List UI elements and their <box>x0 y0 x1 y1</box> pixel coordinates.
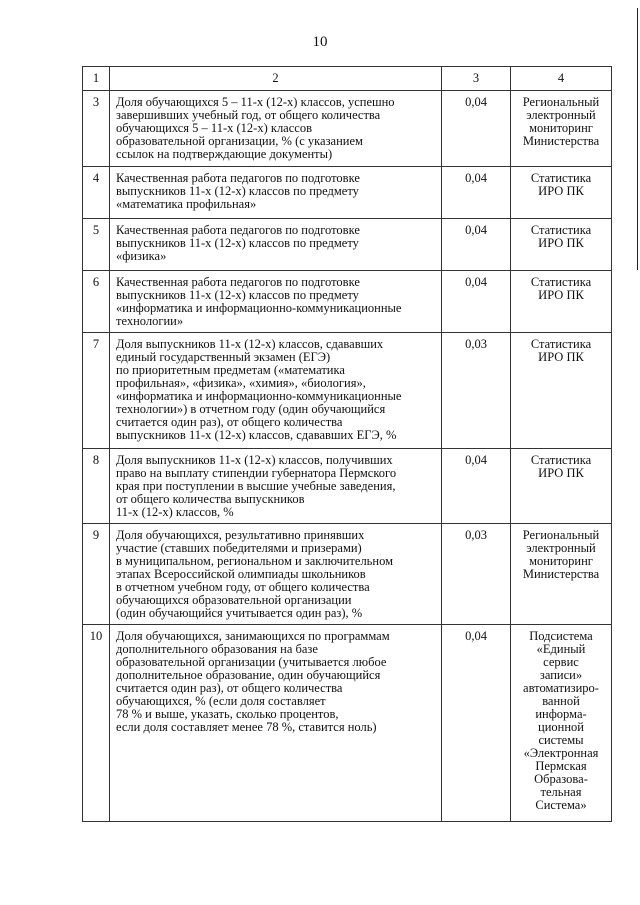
criterion-description-line: ссылок на подтверждающие документы) <box>116 147 333 161</box>
data-source-line: автоматизиро- <box>523 681 599 695</box>
criterion-description-line: обучающихся образовательной организации <box>116 593 352 607</box>
criterion-description-line: технологии») в отчетном году (один обучающийся <box>116 402 386 416</box>
data-source-line: сервис <box>543 655 579 669</box>
criterion-description-line: в муниципальном, региональном и заключительном <box>116 554 393 568</box>
data-source-line: ИРО ПК <box>538 350 584 364</box>
data-source-line: Региональный <box>522 95 600 109</box>
page-number: 10 <box>312 34 328 50</box>
data-source-line: Статистика <box>530 453 592 467</box>
table-row <box>83 333 612 449</box>
criterion-description-cell <box>110 333 442 449</box>
criterion-description-cell <box>110 524 442 625</box>
criterion-description-line: если доля составляет менее 78 %, ставится ноль) <box>116 720 377 734</box>
criterion-description-line: «информатика и информационно-коммуникационные <box>116 389 402 403</box>
criterion-description-line: Доля выпускников 11-х (12-х) классов, сдававших <box>116 337 384 351</box>
criterion-description-line: образовательной организации, % (с указанием <box>116 134 363 148</box>
data-source-line: Статистика <box>530 223 592 237</box>
criterion-description-line: Доля выпускников 11-х (12-х) классов, получивших <box>116 453 393 467</box>
data-source-line: Подсистема <box>529 629 593 643</box>
weight-cell: 0,04 <box>442 167 511 219</box>
row-number-cell: 4 <box>83 167 110 219</box>
table-header-row <box>83 67 612 91</box>
row-number-cell: 8 <box>83 449 110 524</box>
criteria-table <box>82 66 612 822</box>
criterion-description-line: этапах Всероссийской олимпиады школьников <box>116 567 366 581</box>
row-number-cell: 10 <box>83 625 110 822</box>
data-source-line: «Единый <box>536 642 586 656</box>
criterion-description-line: «физика» <box>116 249 167 263</box>
weight-cell: 0,04 <box>442 625 511 822</box>
data-source-cell <box>511 524 612 625</box>
data-source-line: электронный <box>526 108 596 122</box>
criterion-description-line: дополнительное образование, один обучающийся <box>116 668 381 682</box>
data-source-line: мониторинг <box>529 554 593 568</box>
header-cell-4: 4 <box>511 67 612 91</box>
data-source-cell <box>511 271 612 333</box>
data-source-line: «Электронная <box>523 746 599 760</box>
criterion-description-line: профильная», «физика», «химия», «биология», <box>116 376 366 390</box>
criterion-description-line: право на выплату стипендии губернатора Пермского <box>116 466 397 480</box>
data-source-line: ИРО ПК <box>538 236 584 250</box>
header-cell-1: 1 <box>83 67 110 91</box>
criterion-description-line: дополнительного образования на базе <box>116 642 318 656</box>
data-source-line: Министерства <box>522 567 600 581</box>
data-source-line: электронный <box>526 541 596 555</box>
criterion-description-line: считается один раз), от общего количества <box>116 415 343 429</box>
data-source-cell <box>511 219 612 271</box>
criterion-description-line: Доля обучающихся, занимающихся по программам <box>116 629 390 643</box>
criterion-description-line: «информатика и информационно-коммуникационные <box>116 301 402 315</box>
data-source-line: Статистика <box>530 171 592 185</box>
header-cell-3: 3 <box>442 67 511 91</box>
data-source-cell <box>511 91 612 167</box>
data-source-cell <box>511 167 612 219</box>
data-source-line: ИРО ПК <box>538 184 584 198</box>
table-row <box>83 91 612 167</box>
criterion-description-line: Доля обучающихся, результативно принявших <box>116 528 365 542</box>
data-source-line: ИРО ПК <box>538 288 584 302</box>
weight-cell: 0,04 <box>442 219 511 271</box>
data-source-line: ванной <box>542 694 580 708</box>
data-source-line: Министерства <box>522 134 600 148</box>
table-row <box>83 271 612 333</box>
data-source-line: Статистика <box>530 275 592 289</box>
criterion-description-cell <box>110 91 442 167</box>
row-number-cell: 7 <box>83 333 110 449</box>
criterion-description-line: технологии» <box>116 314 184 328</box>
criterion-description-cell <box>110 219 442 271</box>
criterion-description-cell <box>110 271 442 333</box>
data-source-cell <box>511 333 612 449</box>
weight-cell: 0,03 <box>442 333 511 449</box>
data-source-line: системы <box>538 733 584 747</box>
criterion-description-line: от общего количества выпускников <box>116 492 305 506</box>
weight-cell: 0,03 <box>442 524 511 625</box>
criterion-description-line: в отчетном учебном году, от общего количества <box>116 580 370 594</box>
data-source-line: ИРО ПК <box>538 466 584 480</box>
data-source-line: ционной <box>538 720 584 734</box>
criterion-description-line: единый государственный экзамен (ЕГЭ) <box>116 350 331 364</box>
weight-cell: 0,04 <box>442 91 511 167</box>
criterion-description-line: выпускников 11-х (12-х) классов по предмету <box>116 236 359 250</box>
row-number-cell: 3 <box>83 91 110 167</box>
criterion-description-cell <box>110 167 442 219</box>
data-source-line: Пермская <box>535 759 587 773</box>
data-source-line: Система» <box>535 798 587 812</box>
criterion-description-line: 78 % и выше, указать, сколько процентов, <box>116 707 339 721</box>
table-row <box>83 625 612 822</box>
data-source-line: Региональный <box>522 528 600 542</box>
data-source-line: Статистика <box>530 337 592 351</box>
criterion-description-line: участие (ставших победителями и призерами) <box>116 541 362 555</box>
criterion-description-line: Качественная работа педагогов по подготовке <box>116 223 360 237</box>
table-row <box>83 219 612 271</box>
criterion-description-line: завершивших учебный год, от общего количества <box>116 108 381 122</box>
row-number-cell: 9 <box>83 524 110 625</box>
table-row <box>83 167 612 219</box>
data-source-line: записи» <box>539 668 583 682</box>
criterion-description-line: обучающихся, % (если доля составляет <box>116 694 326 708</box>
page-edge-line <box>637 8 638 270</box>
criterion-description-line: края при поступлении в высшие учебные заведения, <box>116 479 396 493</box>
criterion-description-line: «математика профильная» <box>116 197 257 211</box>
criterion-description-cell <box>110 625 442 822</box>
criterion-description-line: (один обучающийся учитывается один раз), % <box>116 606 363 620</box>
data-source-line: тельная <box>540 785 582 799</box>
data-source-cell <box>511 449 612 524</box>
criterion-description-cell <box>110 449 442 524</box>
table-row <box>83 524 612 625</box>
data-source-line: Образова- <box>534 772 588 786</box>
header-cell-2: 2 <box>110 67 442 91</box>
criterion-description-line: выпускников 11-х (12-х) классов по предмету <box>116 184 359 198</box>
criterion-description-line: Качественная работа педагогов по подготовке <box>116 171 360 185</box>
criterion-description-line: образовательной организации (учитывается любое <box>116 655 387 669</box>
weight-cell: 0,04 <box>442 271 511 333</box>
criterion-description-line: 11-х (12-х) классов, % <box>116 505 234 519</box>
criterion-description-line: по приоритетным предметам («математика <box>116 363 345 377</box>
row-number-cell: 6 <box>83 271 110 333</box>
data-source-line: мониторинг <box>529 121 593 135</box>
criterion-description-line: Качественная работа педагогов по подготовке <box>116 275 360 289</box>
criterion-description-line: считается один раз), от общего количества <box>116 681 343 695</box>
criterion-description-line: Доля обучающихся 5 – 11-х (12-х) классов, успешно <box>116 95 395 109</box>
weight-cell: 0,04 <box>442 449 511 524</box>
row-number-cell: 5 <box>83 219 110 271</box>
criterion-description-line: выпускников 11-х (12-х) классов по предмету <box>116 288 359 302</box>
criterion-description-line: выпускников 11-х (12-х) классов, сдававших ЕГЭ, % <box>116 428 397 442</box>
criterion-description-line: обучающихся 5 – 11-х (12-х) классов <box>116 121 312 135</box>
table-row <box>83 449 612 524</box>
data-source-line: информа- <box>535 707 587 721</box>
data-source-cell <box>511 625 612 822</box>
